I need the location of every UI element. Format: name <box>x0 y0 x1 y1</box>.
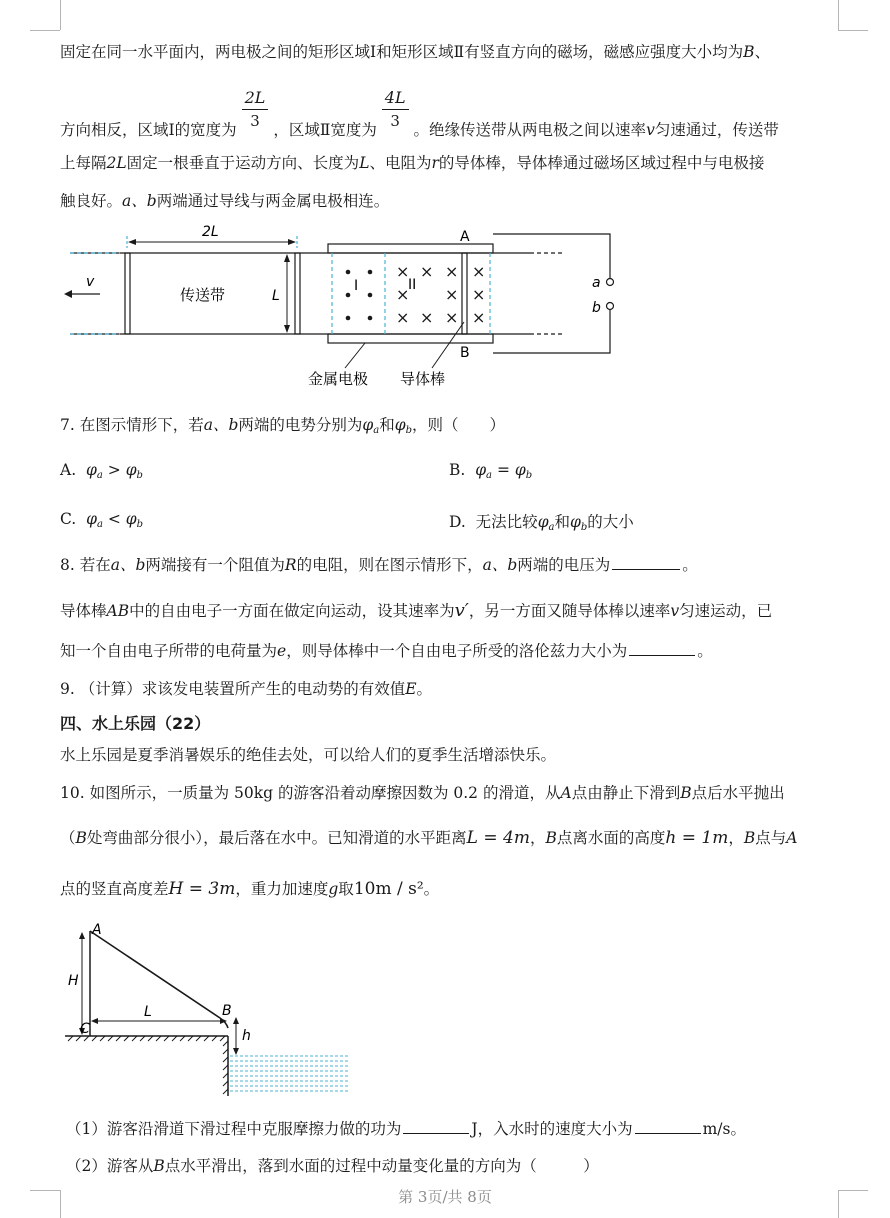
question-10-line-3 <box>60 877 439 899</box>
dim-arrowhead-left <box>128 239 136 245</box>
symbol-r: r <box>431 154 439 172</box>
question-7 <box>60 413 505 436</box>
symbol-ab: a、b <box>110 556 146 574</box>
question-8 <box>60 553 698 575</box>
label-b: b <box>592 300 601 316</box>
svg-text:×: × <box>445 285 459 304</box>
answer-blank-work[interactable] <box>403 1132 469 1134</box>
text: 知一个自由电子所带的电荷量为 <box>60 642 278 660</box>
dim-h-arrow-bottom <box>233 1048 239 1055</box>
symbol-phi: φ <box>125 461 137 479</box>
leader-electrode <box>345 343 365 368</box>
text: 两端接有一个阻值为 <box>145 556 285 574</box>
text: 。 <box>416 680 433 698</box>
symbol-phi: φ <box>570 513 581 531</box>
electrode-top <box>328 244 493 253</box>
text: ，区域Ⅱ宽度为 <box>273 121 377 139</box>
text: 方向相反，区域Ⅰ的宽度为 <box>60 121 237 139</box>
symbol-B: B <box>545 829 557 847</box>
text-line-2 <box>60 80 779 140</box>
label-L: L <box>272 288 280 304</box>
text: （ <box>60 829 76 847</box>
field-crosses-region-2 <box>396 262 485 327</box>
symbol-A: A <box>786 829 798 847</box>
text: 点的竖直高度差 <box>60 880 169 898</box>
sub-question-2 <box>66 1154 599 1176</box>
label-a: a <box>592 275 601 291</box>
symbol-phi: φ <box>537 513 549 531</box>
operator: = <box>496 461 510 479</box>
text: （2）游客从 <box>66 1157 154 1175</box>
electrode-bottom <box>328 334 493 343</box>
slide-diagram <box>60 918 360 1098</box>
fraction-numerator: 4L <box>382 88 409 110</box>
text: 上每隔 <box>60 154 107 172</box>
text: 触良好。 <box>60 192 123 210</box>
dim-L-arrow-bottom <box>284 325 290 333</box>
svg-text:×: × <box>420 262 434 281</box>
answer-blank-speed[interactable] <box>635 1132 701 1134</box>
text: 8. 若在 <box>60 556 111 574</box>
section-title: 四、水上乐园（22） <box>60 714 211 733</box>
crop-mark <box>30 30 60 31</box>
text: m/s。 <box>702 1120 746 1138</box>
label-H: H <box>68 973 79 989</box>
subscript: b <box>136 470 143 481</box>
dim-h-arrow-top <box>233 1017 239 1024</box>
text: 匀速通过，传送带 <box>654 121 779 139</box>
subscript: b <box>580 522 588 533</box>
equation-h: h = 1m <box>665 828 729 848</box>
label-rod: 导体棒 <box>400 370 446 388</box>
text: 和 <box>379 416 395 434</box>
fraction-4L-3 <box>382 88 409 130</box>
label-v: v <box>86 274 95 290</box>
svg-text:×: × <box>472 285 486 304</box>
text: 点与 <box>755 829 787 847</box>
svg-text:×: × <box>472 308 486 327</box>
text: 无法比较 <box>475 513 538 531</box>
label-electrode: 金属电极 <box>308 370 369 388</box>
label-region-1: I <box>354 278 359 294</box>
crop-mark <box>838 30 868 31</box>
text: 7. 在图示情形下，若 <box>60 416 204 434</box>
text: 10. 如图所示，一质量为 50kg 的游客沿着动摩擦因数为 0.2 的滑道，从 <box>60 784 561 802</box>
label-2L: 2L <box>202 224 219 240</box>
symbol-ab: a、b <box>482 556 518 574</box>
text: 。 <box>697 642 713 660</box>
text: 的电阻，则在图示情形下， <box>296 556 483 574</box>
text: 的导体棒，导体棒通过磁场区域过程中与电极接 <box>438 154 765 172</box>
symbol-v-prime: v′ <box>454 600 469 621</box>
symbol-A: A <box>560 784 572 802</box>
text: ， <box>529 829 546 847</box>
option-B[interactable] <box>449 461 532 481</box>
svg-text:×: × <box>472 262 486 281</box>
symbol-2L: 2L <box>106 154 127 172</box>
label-A: A <box>92 922 102 938</box>
text: 固定一根垂直于运动方向、长度为 <box>126 154 360 172</box>
section-intro: 水上乐园是夏季消暑娱乐的绝佳去处，可以给人们的夏季生活增添快乐。 <box>60 746 557 764</box>
symbol-v: v <box>670 602 680 620</box>
text: 和 <box>554 513 571 531</box>
label-C: C <box>80 1021 90 1037</box>
dim-H-arrow-top <box>79 932 85 939</box>
symbol-B: B <box>153 1157 165 1175</box>
rod-right <box>462 253 467 334</box>
symbol-g: g <box>328 880 339 898</box>
text: 两端的电势分别为 <box>238 416 363 434</box>
text: 、电阻为 <box>369 154 432 172</box>
svg-text:×: × <box>396 262 410 281</box>
text: ，重力加速度 <box>235 880 329 898</box>
option-A[interactable] <box>60 461 143 481</box>
text: 处弯曲部分很小），最后落在水中。已知滑道的水平距离 <box>86 829 467 847</box>
subscript: a <box>548 522 555 533</box>
dim-arrowhead-right <box>288 239 296 245</box>
text: 点后水平抛出 <box>691 784 785 802</box>
text-line-4 <box>60 189 389 211</box>
option-label: C. <box>60 510 77 528</box>
symbol-phi: φ <box>475 461 487 479</box>
text-line-1 <box>60 40 770 62</box>
dim-L-arrow-top <box>284 254 290 262</box>
label-h: h <box>242 1028 251 1044</box>
text: （1）游客沿滑道下滑过程中克服摩擦力做的功为 <box>66 1120 402 1138</box>
svg-text:×: × <box>445 262 459 281</box>
text: 导体棒 <box>60 602 107 620</box>
option-label: A. <box>60 461 77 479</box>
text: 两端的电压为 <box>517 556 611 574</box>
symbol-phi: φ <box>85 461 97 479</box>
sub-question-1 <box>66 1117 746 1139</box>
rod-left <box>125 253 130 334</box>
text: 9. （计算）求该发电装置所产生的电动势的有效值 <box>60 680 406 698</box>
symbol-ab: a、b <box>122 192 157 210</box>
subscript: a <box>373 425 380 436</box>
label-A: A <box>460 229 470 245</box>
option-label: B. <box>449 461 466 479</box>
svg-text:×: × <box>420 308 434 327</box>
symbol-ab: a、b <box>203 416 239 434</box>
text: 。绝缘传送带从两电极之间以速率 <box>413 121 647 139</box>
dim-L-arrow-left <box>91 1018 98 1024</box>
generator-diagram <box>60 222 620 394</box>
text: 的大小 <box>587 513 634 531</box>
text: ，另一方面又随导体棒以速率 <box>468 602 671 620</box>
subscript: a <box>96 519 103 530</box>
subscript: a <box>486 470 493 481</box>
text: 固定在同一水平面内，两电极之间的矩形区域Ⅰ和矩形区域Ⅱ有竖直方向的磁场，磁感应强度大小均为 <box>60 43 744 61</box>
slide-ramp <box>90 931 228 1028</box>
subscript: b <box>405 425 413 436</box>
crop-mark <box>838 0 839 30</box>
symbol-v: v <box>646 121 655 139</box>
option-D[interactable] <box>449 510 634 533</box>
text: ， <box>728 829 744 847</box>
svg-text:×: × <box>445 308 459 327</box>
crop-mark <box>60 0 61 30</box>
fraction-numerator: 2L <box>242 88 269 110</box>
symbol-phi: φ <box>362 416 374 434</box>
symbol-B: B <box>680 784 692 802</box>
text: 匀速运动，已 <box>679 602 773 620</box>
symbol-B: B <box>75 829 87 847</box>
operator: > <box>107 461 121 479</box>
symbol-L: L <box>359 154 370 172</box>
symbol-e: e <box>277 642 287 660</box>
text: J，入水时的速度大小为 <box>471 1120 633 1138</box>
text: 点离水面的高度 <box>556 829 666 847</box>
wire-top <box>493 234 610 278</box>
text: 点水平滑出，落到水面的过程中动量变化量的方向为（ ） <box>164 1157 599 1175</box>
question-8b-line-2 <box>60 639 713 661</box>
symbol-E: E <box>405 680 417 698</box>
text: 点由静止下滑到 <box>571 784 681 802</box>
label-L: L <box>144 1004 152 1020</box>
equation-L: L = 4m <box>466 828 530 848</box>
text: 。 <box>682 556 698 574</box>
label-belt: 传送带 <box>180 286 226 304</box>
option-label: D. <box>449 513 466 531</box>
symbol-B: B <box>743 829 756 847</box>
symbol-R: R <box>284 556 297 574</box>
symbol-phi: φ <box>125 510 137 528</box>
page-footer: 第 3页/共 8页 <box>398 1188 492 1206</box>
symbol-AB: AB <box>106 602 130 620</box>
symbol-B: B <box>743 43 755 61</box>
fraction-denominator: 3 <box>250 112 260 130</box>
equation-g: 10m / s² <box>353 879 424 899</box>
text: 两端通过导线与两金属电极相连。 <box>156 192 390 210</box>
water-surface <box>230 1056 348 1091</box>
option-C[interactable] <box>60 510 143 530</box>
text-line-3 <box>60 151 764 173</box>
subscript: b <box>525 470 533 481</box>
text: ，则（ ） <box>412 416 506 434</box>
field-dots-region-1 <box>346 270 373 321</box>
question-8b-line-1 <box>60 599 772 621</box>
subscript: b <box>136 519 144 530</box>
question-10-line-1 <box>60 781 785 803</box>
rod-middle <box>295 253 300 334</box>
subscript: a <box>96 470 103 481</box>
label-B: B <box>222 1003 232 1019</box>
velocity-arrowhead <box>64 290 72 298</box>
label-B: B <box>460 345 470 361</box>
terminal-b <box>607 303 614 310</box>
svg-text:×: × <box>396 285 410 304</box>
equation-H: H = 3m <box>168 879 236 899</box>
label-region-2: II <box>408 277 417 293</box>
question-10-line-2 <box>60 826 797 848</box>
question-9 <box>60 677 432 699</box>
symbol-phi: φ <box>514 461 526 479</box>
answer-blank-voltage[interactable] <box>612 568 680 570</box>
text: ，则导体棒中一个自由电子所受的洛伦兹力大小为 <box>286 642 628 660</box>
text: 取 <box>338 880 354 898</box>
text: 。 <box>423 880 440 898</box>
fraction-2L-3 <box>242 88 269 130</box>
operator: < <box>107 510 121 528</box>
text: 中的自由电子一方面在做定向运动，设其速率为 <box>129 602 455 620</box>
fraction-denominator: 3 <box>390 112 400 130</box>
wire-bottom <box>493 310 610 353</box>
symbol-phi: φ <box>86 510 97 528</box>
terminal-a <box>607 279 614 286</box>
symbol-phi: φ <box>394 416 406 434</box>
text: 、 <box>754 43 771 61</box>
answer-blank-lorentz[interactable] <box>629 654 695 656</box>
svg-text:×: × <box>396 308 410 327</box>
